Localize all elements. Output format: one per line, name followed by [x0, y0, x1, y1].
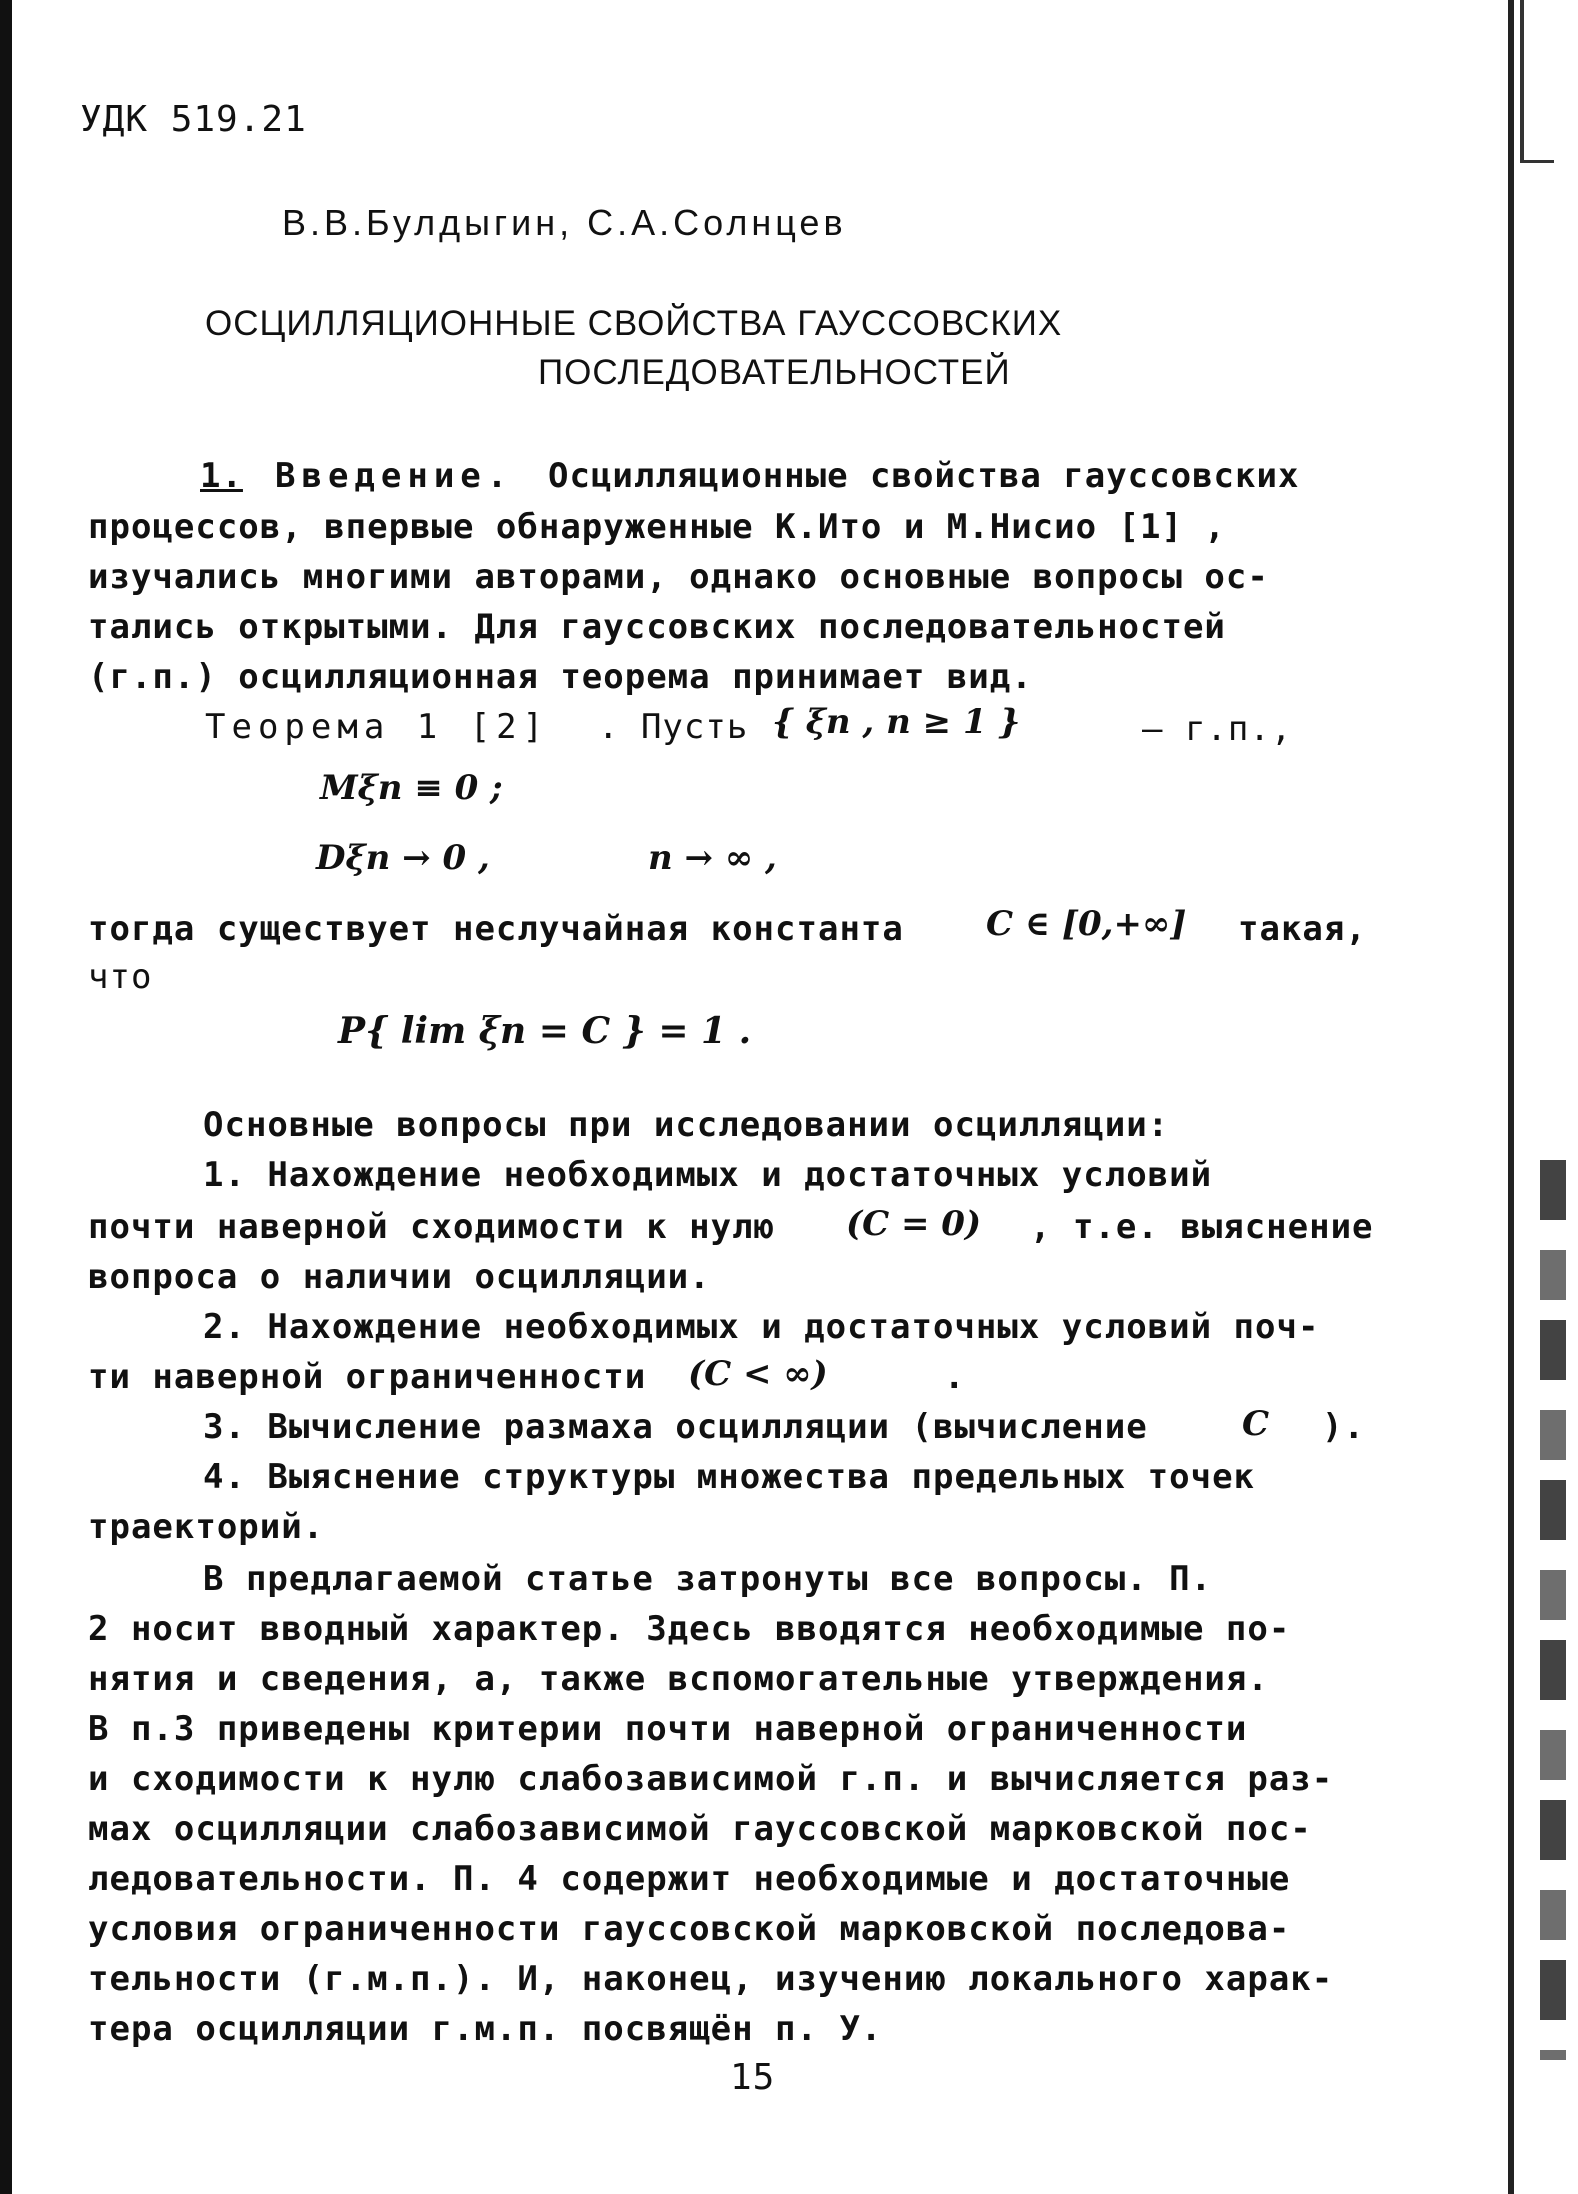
condition-mean-zero: Mξn ≡ 0 ; [320, 768, 503, 808]
theorem-label: Теорема 1 [2] [205, 707, 550, 747]
question-4-line-2: траекторий. [88, 1507, 325, 1547]
that-word: что [88, 957, 153, 997]
scan-right-strip [1540, 1160, 1566, 2060]
question-2-line-2: ти наверной ограниченности [88, 1357, 647, 1397]
theorem-suffix: – г.п., [1142, 709, 1293, 749]
intro-line-4: тались открытыми. Для гауссовских последовательностей [88, 607, 1226, 647]
question-3-formula: C [1242, 1404, 1270, 1444]
intro-line-5: (г.п.) осцилляционная теорема принимает вид. [88, 657, 1033, 697]
scan-right-edge [1508, 0, 1514, 2194]
section-number: 1. [200, 456, 243, 496]
question-1-line-1: 1. Нахождение необходимых и достаточных условий [203, 1155, 1213, 1195]
intro-line-3: изучались многими авторами, однако основные вопросы ос- [88, 557, 1269, 597]
condition-n-to-infinity: n → ∞ , [648, 838, 777, 878]
constant-range-formula: C ∈ [0,+∞] [986, 904, 1187, 944]
intro-line-1: Осцилляционные свойства гауссовских [548, 456, 1300, 496]
question-3: 3. Вычисление размаха осцилляции (вычисление [203, 1407, 1148, 1447]
body-line-10: тера осцилляции г.м.п. посвящён п. У. [88, 2009, 883, 2049]
question-3-end: ). [1322, 1407, 1365, 1447]
question-1-line-3: вопроса о наличии осцилляции. [88, 1257, 711, 1297]
scan-corner-mark [1520, 0, 1554, 163]
body-line-2: 2 носит вводный характер. Здесь вводятся необходимые по- [88, 1609, 1291, 1649]
authors: В.В.Булдыгин, С.А.Солнцев [282, 202, 847, 243]
title-line-2: ПОСЛЕДОВАТЕЛЬНОСТЕЙ [538, 353, 1011, 392]
body-line-1: В предлагаемой статье затронуты все вопросы. П. [203, 1559, 1213, 1599]
question-2-line-2-end: . [944, 1357, 966, 1397]
body-line-8: условия ограниченности гауссовской марковской последова- [88, 1909, 1291, 1949]
title-line-1: ОСЦИЛЛЯЦИОННЫЕ СВОЙСТВА ГАУССОВСКИХ [205, 304, 1063, 343]
question-1-line-2-end: , т.е. выяснение [1030, 1207, 1374, 1247]
question-2-line-1: 2. Нахождение необходимых и достаточных условий поч- [203, 1307, 1320, 1347]
body-line-3: нятия и сведения, а, также вспомогательные утверждения. [88, 1659, 1269, 1699]
body-line-4: В п.3 приведены критерии почти наверной ограниченности [88, 1709, 1248, 1749]
theorem-set-formula: { ξn , n ≥ 1 } [772, 702, 1021, 742]
condition-variance-to-zero: Dξn → 0 , [316, 838, 490, 878]
intro-line-2: процессов, впервые обнаруженные К.Ито и М.Нисио [1] , [88, 507, 1226, 547]
theorem-text: . Пусть [598, 707, 749, 747]
body-line-5: и сходимости к нулю слабозависимой г.п. и вычисляется раз- [88, 1759, 1334, 1799]
body-line-7: ледовательности. П. 4 содержит необходимые и достаточные [88, 1859, 1291, 1899]
question-2-formula: (C < ∞) [688, 1354, 828, 1394]
question-4-line-1: 4. Выяснение структуры множества предельных точек [203, 1457, 1256, 1497]
then-line: тогда существует неслучайная константа [88, 909, 904, 949]
page-number: 15 [730, 2057, 776, 2098]
questions-intro: Основные вопросы при исследовании осцилляции: [203, 1105, 1170, 1145]
question-1-formula: (C = 0) [846, 1204, 982, 1244]
body-line-9: тельности (г.м.п.). И, наконец, изучению локального харак- [88, 1959, 1334, 1999]
question-1-line-2: почти наверной сходимости к нулю [88, 1207, 776, 1247]
udc-code: УДК 519.21 [80, 99, 307, 140]
section-title: Введение. [275, 456, 514, 496]
body-line-6: мах осцилляции слабозависимой гауссовской марковской пос- [88, 1809, 1312, 1849]
then-suffix: такая, [1238, 909, 1367, 949]
scan-left-edge [0, 0, 12, 2194]
oscillation-theorem-formula: P{ lim ξn = C } = 1 . [338, 1010, 752, 1052]
